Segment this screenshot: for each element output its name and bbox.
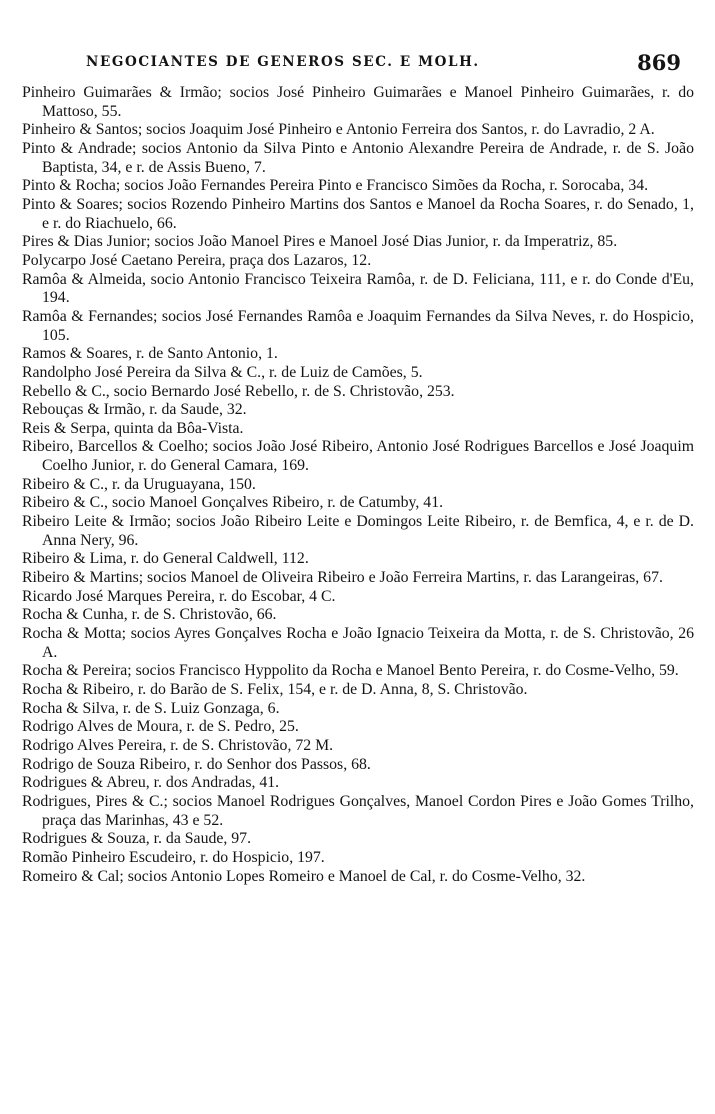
list-item: Ramôa & Almeida, socio Antonio Francisco Teixeira Ramôa, r. de D. Feliciana, 111, e r. do Conde d'Eu, 194. — [22, 270, 694, 307]
list-item: Randolpho José Pereira da Silva & C., r. de Luiz de Camões, 5. — [22, 363, 423, 381]
list-item: Rodrigues & Souza, r. da Saude, 97. — [22, 830, 252, 848]
list-item: Rodrigo de Souza Ribeiro, r. do Senhor dos Passos, 68. — [22, 755, 371, 773]
merchant-list — [22, 84, 694, 886]
list-item: Rodrigo Alves Pereira, r. de S. Christovão, 72 M. — [22, 736, 334, 754]
list-item: Ricardo José Marques Pereira, r. do Escobar, 4 C. — [22, 587, 336, 605]
list-item: Pinheiro & Santos; socios Joaquim José Pinheiro e Antonio Ferreira dos Santos, r. do Lavradio, 2 A. — [22, 121, 655, 139]
list-item: Pinto & Andrade; socios Antonio da Silva Pinto e Antonio Alexandre Pereira de Andrade, r. de S. João Baptista, 34, e r. de Assis Bueno, 7. — [22, 139, 694, 176]
list-item: Pinheiro Guimarães & Irmão; socios José Pinheiro Guimarães e Manoel Pinheiro Guimarães, r. do Mattoso, 55. — [22, 84, 694, 120]
list-item: Romeiro & Cal; socios Antonio Lopes Romeiro e Manoel de Cal, r. do Cosme-Velho, 32. — [22, 867, 586, 885]
list-item: Rodrigues, Pires & C.; socios Manoel Rodrigues Gonçalves, Manoel Cordon Pires e João Gomes Trilho, praça das Marinhas, 43 e 52. — [22, 792, 694, 829]
list-item: Pires & Dias Junior; socios João Manoel Pires e Manoel José Dias Junior, r. da Imperatriz, 85. — [22, 233, 618, 251]
list-item: Rocha & Cunha, r. de S. Christovão, 66. — [22, 606, 277, 624]
running-title: NEGOCIANTES DE GENEROS SEC. E MOLH. — [86, 54, 480, 70]
list-item: Ramos & Soares, r. de Santo Antonio, 1. — [22, 345, 278, 363]
list-item: Rodrigues & Abreu, r. dos Andradas, 41. — [22, 774, 280, 792]
list-item: Ribeiro, Barcellos & Coelho; socios João José Ribeiro, Antonio José Rodrigues Barcellos e José Joaquim Coelho Junior, r. do General Camara, 169. — [22, 438, 694, 475]
list-item: Pinto & Soares; socios Rozendo Pinheiro Martins dos Santos e Manoel da Rocha Soares, r. do Senado, 1, e r. do Riachuelo, 66. — [22, 195, 694, 232]
list-item: Rocha & Motta; socios Ayres Gonçalves Rocha e João Ignacio Teixeira da Motta, r. de S. Christovão, 26 A. — [22, 625, 694, 661]
list-item: Ribeiro & Martins; socios Manoel de Oliveira Ribeiro e João Ferreira Martins, r. das Larangeiras, 67. — [22, 569, 663, 587]
list-item: Ribeiro Leite & Irmão; socios João Ribeiro Leite e Domingos Leite Ribeiro, r. de Bemfica, 4, e r. de D. Anna Nery, 96. — [22, 513, 694, 549]
list-item: Rebouças & Irmão, r. da Saude, 32. — [22, 401, 247, 419]
list-item: Rodrigo Alves de Moura, r. de S. Pedro, 25. — [22, 718, 299, 736]
list-item: Romão Pinheiro Escudeiro, r. do Hospicio, 197. — [22, 848, 325, 866]
list-item: Ribeiro & Lima, r. do General Caldwell, 112. — [22, 550, 309, 568]
list-item: Polycarpo José Caetano Pereira, praça dos Lazaros, 12. — [22, 251, 372, 269]
page-number: 869 — [637, 50, 681, 75]
list-item: Ramôa & Fernandes; socios José Fernandes Ramôa e Joaquim Fernandes da Silva Neves, r. do Hospicio, 105. — [22, 307, 694, 344]
list-item: Pinto & Rocha; socios João Fernandes Pereira Pinto e Francisco Simões da Rocha, r. Sorocaba, 34. — [22, 177, 649, 195]
list-item: Rocha & Silva, r. de S. Luiz Gonzaga, 6. — [22, 699, 280, 717]
list-item: Ribeiro & C., r. da Uruguayana, 150. — [22, 475, 256, 493]
list-item: Rocha & Ribeiro, r. do Barão de S. Felix, 154, e r. de D. Anna, 8, S. Christovão. — [22, 681, 528, 698]
list-item: Rocha & Pereira; socios Francisco Hyppolito da Rocha e Manoel Bento Pereira, r. do Cosme-Velho, 59. — [22, 662, 679, 680]
list-item: Ribeiro & C., socio Manoel Gonçalves Ribeiro, r. de Catumby, 41. — [22, 494, 444, 512]
list-item: Reis & Serpa, quinta da Bôa-Vista. — [22, 419, 244, 437]
list-item: Rebello & C., socio Bernardo José Rebello, r. de S. Christovão, 253. — [22, 382, 455, 400]
